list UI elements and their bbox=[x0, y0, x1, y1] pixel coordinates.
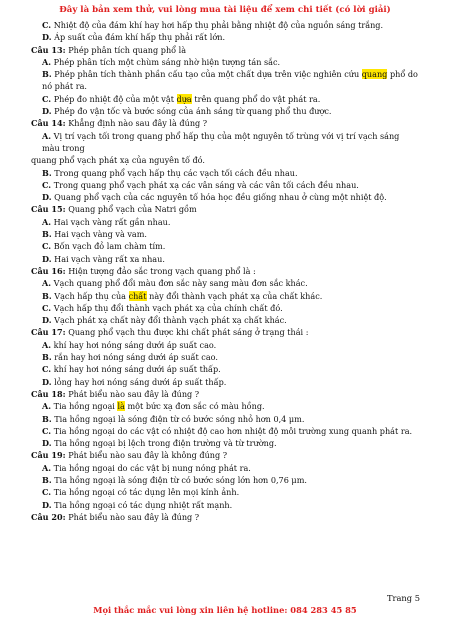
answer-option bbox=[31, 290, 419, 302]
question-number: Câu 13: bbox=[31, 44, 66, 55]
option-text: Phép đo nhiệt độ của một vật bbox=[51, 93, 177, 104]
answer-option bbox=[31, 351, 419, 363]
option-text: Vạch phát xạ chất này đổi thành vạch phát xạ chất khác. bbox=[51, 315, 287, 326]
option-text: này đổi thành vạch phát xạ của chất khác. bbox=[146, 290, 323, 301]
answer-option bbox=[31, 302, 419, 314]
answer-option bbox=[31, 56, 419, 68]
option-text: phổ do nó phát ra. bbox=[42, 69, 418, 92]
option-text: Phép phân tích thành phần cấu tạo của một chất dựa trên việc nghiên cứu bbox=[51, 69, 362, 80]
question-text: Phép phân tích quang phổ là bbox=[65, 44, 187, 55]
option-text: Hai vạch vàng rất gần nhau. bbox=[51, 216, 171, 227]
question-line bbox=[31, 326, 419, 338]
question-text: Phát biểu nào sau đây là không đúng ? bbox=[65, 450, 228, 461]
option-label: C. bbox=[42, 364, 52, 375]
hotline-footer: Mọi thắc mắc vui lòng xin liên hệ hotline: 084 283 45 85 bbox=[93, 605, 357, 615]
option-text: Tia hồng ngoại do các vật có nhiệt độ cao hơn nhiệt độ môi trường xung quanh phát ra. bbox=[51, 425, 413, 436]
option-text: rắn hay hơi nóng sáng dưới áp suất cao. bbox=[51, 352, 218, 363]
question-line bbox=[31, 511, 419, 523]
answer-option bbox=[31, 277, 419, 289]
option-text: lỏng hay hơi nóng sáng dưới áp suất thấp. bbox=[51, 376, 227, 387]
answer-option bbox=[31, 425, 419, 437]
option-text: Phép phân tích một chùm sáng nhờ hiện tượng tán sắc. bbox=[51, 56, 281, 67]
option-label: D. bbox=[42, 438, 52, 449]
option-text: trên quang phổ do vật phát ra. bbox=[191, 93, 321, 104]
option-label: D. bbox=[42, 253, 52, 264]
highlighted-word: là bbox=[117, 401, 125, 412]
option-label: D. bbox=[42, 376, 52, 387]
question-number: Câu 19: bbox=[31, 450, 66, 461]
question-text: Phát biểu nào sau đây là đúng ? bbox=[65, 511, 200, 522]
option-label: B. bbox=[42, 413, 52, 424]
page-number: Trang 5 bbox=[386, 593, 420, 603]
question-line bbox=[31, 44, 419, 56]
option-text: Tia hồng ngoại là sóng điện từ có bước sóng nhỏ hơn 0,4 μm. bbox=[51, 413, 305, 424]
option-label: C. bbox=[42, 425, 52, 436]
answer-option bbox=[31, 400, 419, 412]
question-line bbox=[31, 265, 419, 277]
option-text: Áp suất của đám khí hấp thụ phải rất lớn. bbox=[51, 32, 226, 43]
highlighted-word: quang bbox=[361, 69, 388, 80]
option-text: Bốn vạch đỏ lam chàm tím. bbox=[51, 241, 166, 252]
option-label: B. bbox=[42, 290, 52, 301]
answer-option bbox=[31, 130, 419, 155]
answer-option bbox=[31, 474, 419, 486]
option-text: Vạch hấp thụ đổi thành vạch phát xạ của chính chất đó. bbox=[51, 302, 283, 313]
option-text: Tia hồng ngoại bbox=[51, 401, 118, 412]
option-label: B. bbox=[42, 352, 52, 363]
option-text: Tia hồng ngoại có tác dụng nhiệt rất mạnh. bbox=[51, 499, 233, 510]
option-continuation: quang phổ vạch phát xạ của nguyên tố đó. bbox=[31, 155, 205, 166]
option-text: Tia hồng ngoại có tác dụng lên mọi kính ảnh. bbox=[51, 487, 240, 498]
answer-option bbox=[31, 253, 419, 265]
answer-option bbox=[31, 499, 419, 511]
option-label: A. bbox=[42, 339, 52, 350]
question-text: Phát biểu nào sau đây là đúng ? bbox=[65, 388, 200, 399]
option-label: D. bbox=[42, 106, 52, 117]
highlighted-word: chất bbox=[128, 290, 147, 301]
option-text: Hai vạch vàng và vam. bbox=[51, 229, 147, 240]
answer-option bbox=[31, 413, 419, 425]
option-text: Tia hồng ngoại bị lệch trong điện trường và từ trường. bbox=[51, 438, 277, 449]
question-line bbox=[31, 449, 419, 461]
option-label: C. bbox=[42, 20, 52, 30]
option-label: A. bbox=[42, 462, 52, 473]
question-line bbox=[31, 203, 419, 215]
option-text: Tia hồng ngoại là sóng điện từ có bước sóng lớn hơn 0,76 μm. bbox=[51, 474, 307, 485]
question-text: Khẳng định nào sau đây là đúng ? bbox=[65, 118, 208, 129]
option-label: A. bbox=[42, 401, 52, 412]
question-text: Hiện tượng đảo sắc trong vạch quang phổ là : bbox=[65, 265, 256, 276]
answer-option bbox=[31, 228, 419, 240]
answer-option bbox=[31, 462, 419, 474]
option-label: C. bbox=[42, 302, 52, 313]
question-text: Quang phổ vạch thu được khi chất phát sáng ở trạng thái : bbox=[65, 327, 309, 338]
answer-option bbox=[31, 68, 419, 93]
option-text: Tia hồng ngoại do các vật bị nung nóng phát ra. bbox=[51, 462, 251, 473]
answer-option bbox=[31, 339, 419, 351]
option-label: B. bbox=[42, 474, 52, 485]
option-text: một bức xạ đơn sắc có màu hồng. bbox=[124, 401, 265, 412]
option-text: Vị trí vạch tối trong quang phổ hấp thụ của một nguyên tố trùng với vị trí vạch sáng màu trong bbox=[42, 130, 400, 153]
option-text: Phép đo vận tốc và bước sóng của ánh sáng từ quang phổ thu được. bbox=[51, 106, 332, 117]
option-label: B. bbox=[42, 167, 52, 178]
question-number: Câu 16: bbox=[31, 265, 66, 276]
answer-option bbox=[31, 376, 419, 388]
question-number: Câu 20: bbox=[31, 511, 66, 522]
option-label: D. bbox=[42, 192, 52, 203]
question-number: Câu 15: bbox=[31, 204, 66, 215]
option-label: A. bbox=[42, 130, 52, 141]
answer-option bbox=[31, 191, 419, 203]
question-text: Quang phổ vạch của Natri gồm bbox=[65, 204, 197, 215]
answer-option bbox=[31, 216, 419, 228]
highlighted-word: dựa bbox=[176, 93, 192, 104]
option-label: C. bbox=[42, 241, 52, 252]
answer-option bbox=[31, 19, 419, 31]
answer-option bbox=[31, 105, 419, 117]
answer-option bbox=[31, 437, 419, 449]
option-text: Quang phổ vạch của các nguyên tố hóa học đều giống nhau ở cùng một nhiệt độ. bbox=[51, 192, 387, 203]
option-label: A. bbox=[42, 216, 52, 227]
option-text: Hai vạch vàng rất xa nhau. bbox=[51, 253, 165, 264]
option-label: A. bbox=[42, 56, 52, 67]
option-label: D. bbox=[42, 315, 52, 326]
option-label: C. bbox=[42, 487, 52, 498]
answer-option bbox=[31, 486, 419, 498]
option-label: C. bbox=[42, 93, 52, 104]
option-text: khí hay hơi nóng sáng dưới áp suất thấp. bbox=[51, 364, 221, 375]
answer-option bbox=[31, 31, 419, 43]
answer-option bbox=[31, 363, 419, 375]
question-number: Câu 18: bbox=[31, 388, 66, 399]
option-text: Trong quang phổ vạch hấp thụ các vạch tối cách đều nhau. bbox=[51, 167, 298, 178]
question-line bbox=[31, 388, 419, 400]
option-text: Nhiệt độ của đám khí hay hơi hấp thụ phải bằng nhiệt độ của nguồn sáng trắng. bbox=[51, 20, 384, 30]
option-text: khí hay hơi nóng sáng dưới áp suất cao. bbox=[51, 339, 217, 350]
option-label: B. bbox=[42, 69, 52, 80]
option-label: A. bbox=[42, 278, 52, 289]
option-text: Vạch hấp thụ của bbox=[51, 290, 129, 301]
answer-option bbox=[31, 314, 419, 326]
option-label: C. bbox=[42, 179, 52, 190]
answer-option bbox=[31, 93, 419, 105]
question-number: Câu 17: bbox=[31, 327, 66, 338]
answer-option bbox=[31, 167, 419, 179]
question-number: Câu 14: bbox=[31, 118, 66, 129]
answer-option bbox=[31, 179, 419, 191]
preview-notice-header: Đây là bản xem thử, vui lòng mua tài liệu để xem chi tiết (có lời giải) bbox=[59, 5, 391, 15]
option-label: B. bbox=[42, 229, 52, 240]
question-line bbox=[31, 117, 419, 129]
option-text: Vạch quang phổ đổi màu đơn sắc này sang màu đơn sắc khác. bbox=[51, 278, 308, 289]
document-body bbox=[31, 19, 419, 523]
answer-option bbox=[31, 240, 419, 252]
option-label: D. bbox=[42, 32, 52, 43]
option-text: Trong quang phổ vạch phát xạ các vân sáng và các vân tối cách đều nhau. bbox=[51, 179, 359, 190]
option-label: D. bbox=[42, 499, 52, 510]
